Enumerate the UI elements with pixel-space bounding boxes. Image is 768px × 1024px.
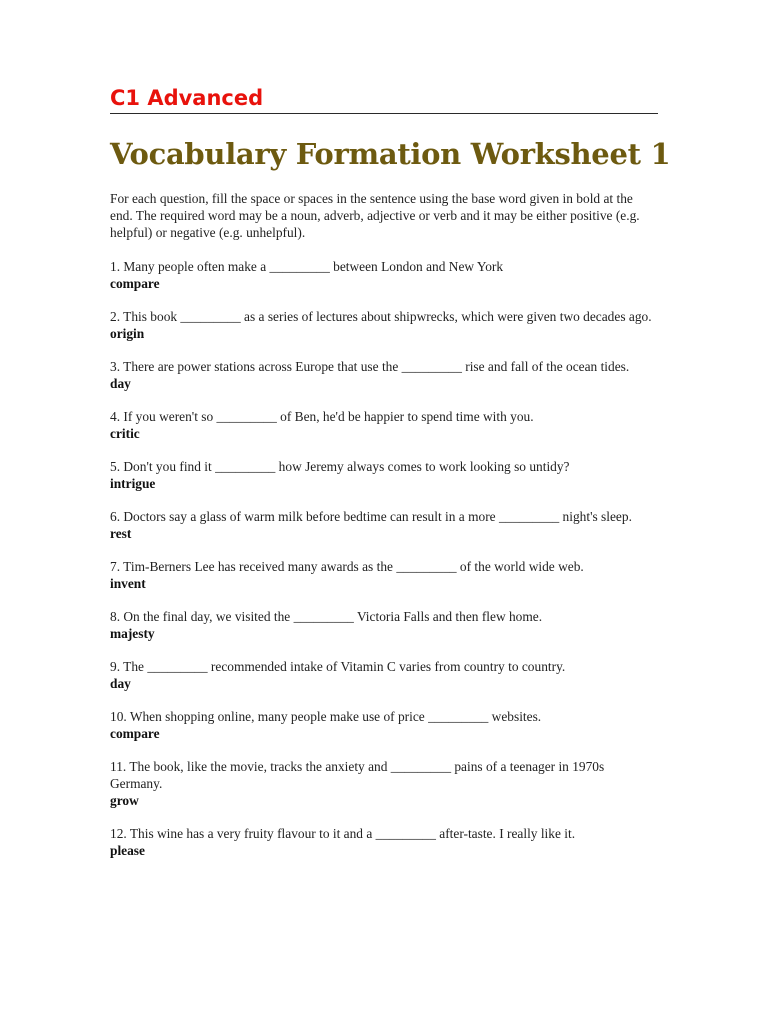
question-item <box>110 608 658 642</box>
level-heading: C1 Advanced <box>110 86 264 110</box>
question-sentence: 11. The book, like the movie, tracks the anxiety and _________ pains of a teenager in 1970s Germany. <box>110 759 605 791</box>
question-sentence: 5. Don't you find it _________ how Jeremy always comes to work looking so untidy? <box>110 459 570 474</box>
question-item <box>110 308 658 342</box>
question-sentence: 3. There are power stations across Europe that use the _________ rise and fall of the ocean tides. <box>110 359 630 374</box>
base-word: day <box>110 376 131 391</box>
base-word: majesty <box>110 626 155 641</box>
base-word: intrigue <box>110 476 156 491</box>
question-sentence: 8. On the final day, we visited the _________ Victoria Falls and then flew home. <box>110 609 543 624</box>
worksheet-title: Vocabulary Formation Worksheet 1 <box>110 137 671 171</box>
question-item <box>110 708 658 742</box>
heading-divider <box>110 113 658 114</box>
base-word: rest <box>110 526 132 541</box>
question-item <box>110 825 658 859</box>
question-item <box>110 558 658 592</box>
base-word: critic <box>110 426 140 441</box>
question-sentence: 1. Many people often make a _________ between London and New York <box>110 259 504 274</box>
question-item <box>110 358 658 392</box>
question-item <box>110 758 658 809</box>
base-word: origin <box>110 326 145 341</box>
question-sentence: 4. If you weren't so _________ of Ben, he'd be happier to spend time with you. <box>110 409 534 424</box>
question-sentence: 6. Doctors say a glass of warm milk before bedtime can result in a more _________ night's sleep. <box>110 509 632 524</box>
question-sentence: 12. This wine has a very fruity flavour to it and a _________ after-taste. I really like it. <box>110 826 576 841</box>
question-item <box>110 508 658 542</box>
worksheet-page <box>110 84 671 875</box>
question-item <box>110 458 658 492</box>
question-sentence: 10. When shopping online, many people make use of price _________ websites. <box>110 709 542 724</box>
question-list <box>110 258 658 859</box>
base-word: compare <box>110 726 160 741</box>
instructions-text: For each question, fill the space or spaces in the sentence using the base word given in bold at the end. The required word may be a noun, adverb, adjective or verb and it may be either positive (e.g. helpful) or negative (e.g. unhelpful). <box>110 191 640 240</box>
base-word: day <box>110 676 131 691</box>
base-word: invent <box>110 576 146 591</box>
question-sentence: 2. This book _________ as a series of lectures about shipwrecks, which were given two decades ago. <box>110 309 652 324</box>
question-sentence: 7. Tim-Berners Lee has received many awards as the _________ of the world wide web. <box>110 559 584 574</box>
question-item <box>110 658 658 692</box>
base-word: please <box>110 843 145 858</box>
base-word: compare <box>110 276 160 291</box>
question-item <box>110 258 658 292</box>
question-sentence: 9. The _________ recommended intake of Vitamin C varies from country to country. <box>110 659 566 674</box>
base-word: grow <box>110 793 139 808</box>
question-item <box>110 408 658 442</box>
